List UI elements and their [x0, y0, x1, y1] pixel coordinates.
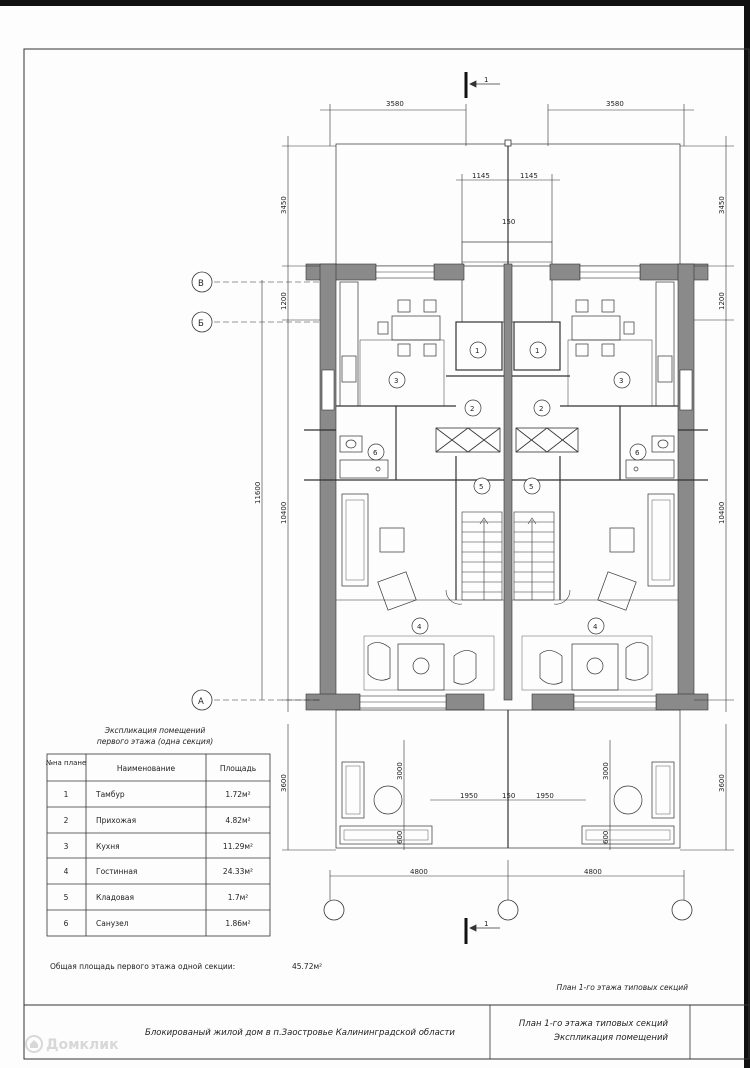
dim-bottom-mid: 150 — [502, 792, 516, 800]
section-mark-bottom: 1 — [484, 920, 489, 928]
room-5-right: 5 — [529, 483, 534, 491]
dim-right-3000: 3000 — [602, 762, 610, 780]
total-area-label: Общая площадь первого этажа одной секции: — [50, 962, 236, 971]
row-num: 1 — [63, 790, 69, 799]
project-title: Блокированый жилой дом в п.Заостровье Калининградской области — [145, 1028, 455, 1038]
row-area: 1.7м² — [227, 893, 249, 902]
dim-left-10400: 10400 — [280, 501, 288, 524]
total-area-value: 45.72м² — [292, 962, 323, 971]
row-num: 3 — [63, 842, 69, 851]
schedule-title-2: первого этажа (одна секция) — [96, 737, 214, 746]
row-num: 6 — [63, 919, 69, 928]
dim-right-10400: 10400 — [718, 501, 726, 524]
dim-bottom-1950-right: 1950 — [536, 792, 554, 800]
room-6-right: 6 — [635, 449, 640, 457]
sheet-title-2: Экспликация помещений — [554, 1033, 668, 1043]
dim-stair-left: 1145 — [472, 172, 490, 180]
sheet-title-1: План 1-го этажа типовых секций — [518, 1019, 668, 1029]
row-name: Гостинная — [96, 867, 138, 876]
row-num: 2 — [63, 816, 69, 825]
row-name: Санузел — [96, 919, 129, 928]
row-area: 24.33м² — [222, 867, 254, 876]
row-name: Прихожая — [96, 816, 137, 825]
row-name: Кухня — [96, 842, 120, 851]
room-4-left: 4 — [417, 623, 422, 631]
row-area: 11.29м² — [222, 842, 254, 851]
row-name: Тамбур — [96, 790, 125, 799]
row-num: 5 — [63, 893, 69, 902]
dim-right-3450: 3450 — [718, 196, 726, 214]
room-5-left: 5 — [479, 483, 484, 491]
room-1-right: 1 — [535, 347, 540, 355]
room-3-right: 3 — [619, 377, 624, 385]
row-area: 4.82м² — [225, 816, 251, 825]
paper — [0, 6, 744, 1068]
room-2-left: 2 — [470, 405, 475, 413]
axis-label-v: В — [198, 279, 204, 289]
dim-bottom-4800-left: 4800 — [410, 868, 428, 876]
row-num: 4 — [63, 867, 69, 876]
dim-bottom-4800-right: 4800 — [584, 868, 602, 876]
row-area: 1.72м² — [225, 790, 251, 799]
room-3-left: 3 — [394, 377, 399, 385]
dim-top-right: 3580 — [606, 100, 624, 108]
schedule-title-1: Экспликация помещений — [104, 726, 206, 735]
dim-stair-right: 1145 — [520, 172, 538, 180]
dim-right-600: 600 — [602, 830, 610, 844]
dim-top-left: 3580 — [386, 100, 404, 108]
dim-left-3000: 3000 — [396, 762, 404, 780]
dim-left-1200: 1200 — [280, 292, 288, 310]
header-name: Наименование — [116, 764, 176, 773]
row-area: 1.86м² — [225, 919, 251, 928]
room-4-right: 4 — [593, 623, 598, 631]
header-num-text: №на плане — [45, 759, 87, 767]
section-mark-top: 1 — [484, 76, 489, 84]
room-6-left: 6 — [373, 449, 378, 457]
axis-label-b: Б — [198, 319, 204, 329]
dim-bottom-1950-left: 1950 — [460, 792, 478, 800]
header-num — [46, 759, 87, 767]
dim-left-11600: 11600 — [254, 481, 262, 504]
dim-right-1200: 1200 — [718, 292, 726, 310]
watermark-text: Домклик — [46, 1037, 119, 1053]
dim-left-3450: 3450 — [280, 196, 288, 214]
axis-label-a: А — [198, 697, 204, 707]
plan-caption: План 1-го этажа типовых секций — [556, 983, 688, 992]
row-name: Кладовая — [96, 893, 135, 902]
dim-left-600: 600 — [396, 830, 404, 844]
dim-wall-mid: 150 — [502, 218, 516, 226]
header-area: Площадь — [219, 764, 257, 773]
room-2-right: 2 — [539, 405, 544, 413]
dim-left-3600: 3600 — [280, 774, 288, 792]
room-1-left: 1 — [475, 347, 480, 355]
dim-right-3600: 3600 — [718, 774, 726, 792]
